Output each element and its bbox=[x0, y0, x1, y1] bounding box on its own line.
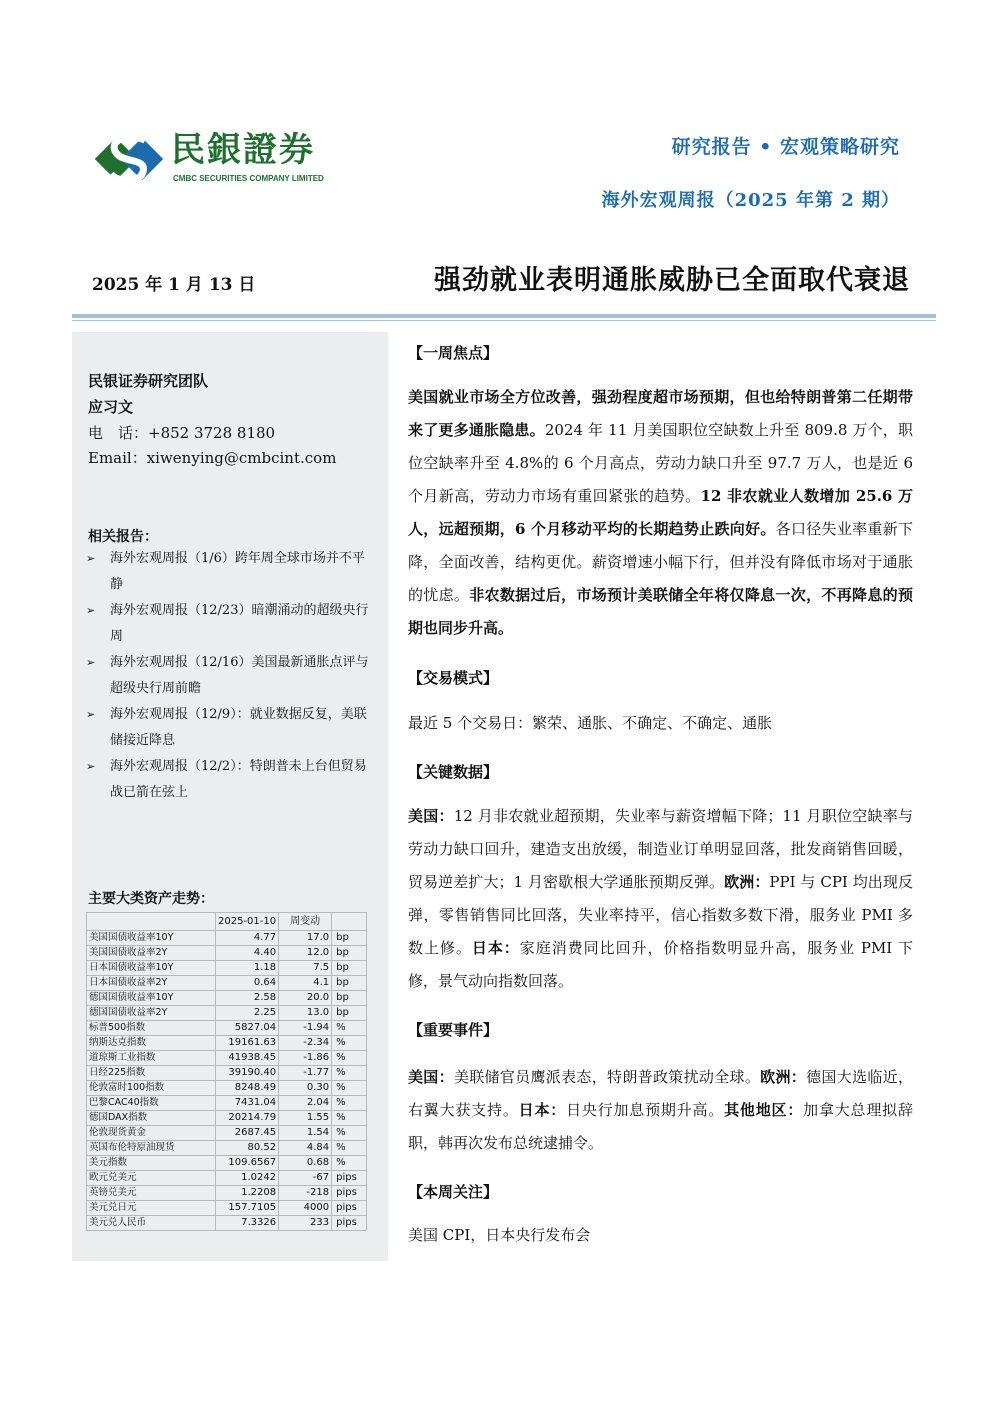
data-eu-label: 欧洲： bbox=[724, 873, 770, 891]
events-eu-label: 欧洲： bbox=[760, 1068, 807, 1086]
asset-value-cell: 1.18 bbox=[216, 961, 279, 976]
asset-change-cell: 2.04 bbox=[279, 1096, 332, 1111]
arrow-bullet-icon: ➢ bbox=[86, 760, 96, 773]
focus-text-2: 各口径失业率重新下降，全面改善，结构更优。薪资增速小幅下行，但并没有降低市场对于通胀的忧虑。 bbox=[408, 520, 913, 604]
asset-change-cell: -218 bbox=[279, 1186, 332, 1201]
table-row bbox=[87, 1051, 367, 1066]
asset-unit-cell: % bbox=[332, 1051, 367, 1066]
table-row bbox=[87, 1081, 367, 1096]
asset-name-cell: 日经225指数 bbox=[87, 1066, 216, 1081]
asset-change-cell: 12.0 bbox=[279, 946, 332, 961]
column-header: 周变动 bbox=[279, 913, 332, 931]
report-series: 海外宏观周报（2025 年第 2 期） bbox=[601, 190, 900, 211]
asset-name-cell: 日本国债收益率2Y bbox=[87, 976, 216, 991]
focus-paragraph bbox=[408, 381, 913, 645]
asset-change-cell: -1.94 bbox=[279, 1021, 332, 1036]
table-header-row bbox=[87, 913, 367, 931]
asset-unit-cell: % bbox=[332, 1021, 367, 1036]
company-logo bbox=[95, 128, 345, 188]
asset-name-cell: 德国国债收益率2Y bbox=[87, 1006, 216, 1021]
asset-change-cell: -67 bbox=[279, 1171, 332, 1186]
asset-value-cell: 41938.45 bbox=[216, 1051, 279, 1066]
asset-unit-cell: % bbox=[332, 1156, 367, 1171]
asset-unit-cell: bp bbox=[332, 976, 367, 991]
column-header bbox=[87, 913, 216, 931]
asset-change-cell: 4.1 bbox=[279, 976, 332, 991]
asset-change-cell: 7.5 bbox=[279, 961, 332, 976]
related-report-item[interactable] bbox=[86, 598, 376, 650]
events-us-text: 美联储官员鹰派表态，特朗普政策扰动全球。 bbox=[453, 1068, 761, 1086]
asset-name-cell: 美国国债收益率2Y bbox=[87, 946, 216, 961]
data-jp-text: 家庭消费同比回升，价格指数明显升高，服务业 PMI 下修，景气动向指数回落。 bbox=[408, 939, 913, 990]
cmbc-logo-icon bbox=[95, 128, 167, 188]
section-title-watch: 【本周关注】 bbox=[408, 1183, 499, 1201]
asset-name-cell: 美元兑日元 bbox=[87, 1201, 216, 1216]
asset-unit-cell: % bbox=[332, 1081, 367, 1096]
data-eu-text: PPI 与 CPI 均出现反弹，零售销售同比回落，失业率持平，信心指数多数下滑，服务业 PMI 多数上修。 bbox=[408, 873, 913, 957]
asset-unit-cell: % bbox=[332, 1126, 367, 1141]
arrow-bullet-icon: ➢ bbox=[86, 708, 96, 721]
asset-value-cell: 2.25 bbox=[216, 1006, 279, 1021]
asset-unit-cell: pips bbox=[332, 1186, 367, 1201]
events-other-label: 其他地区： bbox=[724, 1101, 804, 1119]
asset-unit-cell: % bbox=[332, 1141, 367, 1156]
data-paragraph bbox=[408, 800, 913, 998]
table-row bbox=[87, 1186, 367, 1201]
asset-name-cell: 美元指数 bbox=[87, 1156, 216, 1171]
arrow-bullet-icon: ➢ bbox=[86, 604, 96, 617]
asset-unit-cell: pips bbox=[332, 1216, 367, 1231]
watch-text: 美国 CPI，日本央行发布会 bbox=[408, 1226, 591, 1244]
asset-value-cell: 0.64 bbox=[216, 976, 279, 991]
asset-change-cell: 0.68 bbox=[279, 1156, 332, 1171]
asset-value-cell: 39190.40 bbox=[216, 1066, 279, 1081]
table-row bbox=[87, 1201, 367, 1216]
asset-unit-cell: bp bbox=[332, 946, 367, 961]
events-jp-label: 日本： bbox=[518, 1101, 567, 1119]
asset-change-cell: -1.77 bbox=[279, 1066, 332, 1081]
asset-unit-cell: bp bbox=[332, 931, 367, 946]
table-row bbox=[87, 1171, 367, 1186]
section-title-data: 【关键数据】 bbox=[408, 763, 499, 781]
table-row bbox=[87, 1126, 367, 1141]
related-report-item[interactable] bbox=[86, 702, 376, 754]
related-reports-title: 相关报告： bbox=[88, 529, 158, 545]
asset-value-cell: 1.0242 bbox=[216, 1171, 279, 1186]
asset-name-cell: 伦敦现货黄金 bbox=[87, 1126, 216, 1141]
asset-unit-cell: pips bbox=[332, 1201, 367, 1216]
asset-change-cell: 1.55 bbox=[279, 1111, 332, 1126]
related-report-item[interactable] bbox=[86, 546, 376, 598]
asset-name-cell: 英国布伦特原油现货 bbox=[87, 1141, 216, 1156]
section-title-events: 【重要事件】 bbox=[408, 1021, 499, 1039]
column-header: 2025-01-10 bbox=[216, 913, 279, 931]
asset-change-cell: 0.30 bbox=[279, 1081, 332, 1096]
asset-change-cell: -2.34 bbox=[279, 1036, 332, 1051]
asset-unit-cell: % bbox=[332, 1066, 367, 1081]
company-name-en: CMBC SECURITIES COMPANY LIMITED bbox=[173, 174, 324, 183]
asset-change-cell: 20.0 bbox=[279, 991, 332, 1006]
section-title-mode: 【交易模式】 bbox=[408, 669, 499, 687]
sidebar bbox=[72, 332, 388, 1261]
asset-value-cell: 4.40 bbox=[216, 946, 279, 961]
events-other-text: 加拿大总理拟辞职，韩再次发布总统逮捕令。 bbox=[408, 1101, 913, 1152]
table-row bbox=[87, 976, 367, 991]
asset-name-cell: 标普500指数 bbox=[87, 1021, 216, 1036]
asset-change-cell: 13.0 bbox=[279, 1006, 332, 1021]
events-paragraph bbox=[408, 1061, 913, 1160]
focus-bold-3: 非农数据过后，市场预计美联储全年将仅降息一次，不再降息的预期也同步升高。 bbox=[408, 586, 913, 637]
header-divider bbox=[72, 314, 936, 318]
asset-change-cell: 4000 bbox=[279, 1201, 332, 1216]
asset-value-cell: 7.3326 bbox=[216, 1216, 279, 1231]
research-team: 民银证券研究团队 bbox=[88, 372, 209, 390]
report-date: 2025 年 1 月 13 日 bbox=[92, 275, 256, 295]
header-divider-thin bbox=[72, 320, 936, 321]
asset-unit-cell: bp bbox=[332, 1006, 367, 1021]
table-row bbox=[87, 1216, 367, 1231]
related-report-item[interactable] bbox=[86, 650, 376, 702]
table-row bbox=[87, 1111, 367, 1126]
asset-unit-cell: bp bbox=[332, 961, 367, 976]
mode-text: 最近 5 个交易日：繁荣、通胀、不确定、不确定、通胀 bbox=[408, 714, 773, 732]
asset-name-cell: 道琼斯工业指数 bbox=[87, 1051, 216, 1066]
asset-value-cell: 20214.79 bbox=[216, 1111, 279, 1126]
analyst-email[interactable]: Email：xiwenying@cmbcint.com bbox=[88, 449, 337, 467]
analyst-name: 应习文 bbox=[88, 398, 134, 416]
related-report-text: 海外宏观周报（12/16）美国最新通胀点评与超级央行周前瞻 bbox=[110, 655, 369, 696]
company-name: 民銀證券 bbox=[171, 130, 315, 170]
related-report-text: 海外宏观周报（1/6）跨年周全球市场并不平静 bbox=[110, 551, 365, 592]
events-us-label: 美国： bbox=[408, 1068, 454, 1086]
focus-bold-2: 12 非农就业人数增加 25.6 万人，远超预期，6 个月移动平均的长期趋势止跌向好。 bbox=[408, 487, 913, 538]
table-row bbox=[87, 991, 367, 1006]
asset-name-cell: 欧元兑美元 bbox=[87, 1171, 216, 1186]
table-row bbox=[87, 1156, 367, 1171]
table-row bbox=[87, 961, 367, 976]
asset-change-cell: -1.86 bbox=[279, 1051, 332, 1066]
asset-change-cell: 17.0 bbox=[279, 931, 332, 946]
asset-unit-cell: bp bbox=[332, 991, 367, 1006]
table-row bbox=[87, 1036, 367, 1051]
table-row bbox=[87, 1021, 367, 1036]
table-row bbox=[87, 946, 367, 961]
related-report-text: 海外宏观周报（12/23）暗潮涌动的超级央行周 bbox=[110, 603, 369, 644]
table-row bbox=[87, 1066, 367, 1081]
asset-change-cell: 233 bbox=[279, 1216, 332, 1231]
focus-bold-1: 美国就业市场全方位改善，强劲程度超市场预期，但也给特朗普第二任期带来了更多通胀隐患。 bbox=[408, 388, 913, 439]
data-us-label: 美国： bbox=[408, 807, 454, 825]
asset-name-cell: 美国国债收益率10Y bbox=[87, 931, 216, 946]
events-jp-text: 日央行加息预期升高。 bbox=[566, 1101, 725, 1119]
asset-value-cell: 157.7105 bbox=[216, 1201, 279, 1216]
focus-text-1: 2024 年 11 月美国职位空缺数上升至 809.8 万个，职位空缺率升至 4.8%的 6 个月高点，劳动力缺口升至 97.7 万人，也是近 6 个月新高，劳动力市场有重回紧张的趋势。 bbox=[408, 421, 913, 505]
arrow-bullet-icon: ➢ bbox=[86, 656, 96, 669]
asset-unit-cell: pips bbox=[332, 1171, 367, 1186]
asset-value-cell: 80.52 bbox=[216, 1141, 279, 1156]
related-report-text: 海外宏观周报（12/2）：特朗普未上台但贸易战已箭在弦上 bbox=[110, 759, 367, 800]
assets-title: 主要大类资产走势： bbox=[88, 891, 214, 907]
report-type: 研究报告 • 宏观策略研究 bbox=[671, 136, 900, 158]
related-report-text: 海外宏观周报（12/9）：就业数据反复，美联储接近降息 bbox=[110, 707, 367, 748]
related-report-item[interactable] bbox=[86, 754, 376, 806]
page-title: 强劲就业表明通胀威胁已全面取代衰退 bbox=[434, 265, 910, 296]
data-us-text: 12 月非农就业超预期，失业率与薪资增幅下降；11 月职位空缺率与劳动力缺口回升，建造支出放缓，制造业订单明显回落，批发商销售回暖，贸易逆差扩大；1 月密歇根大学通胀预期反弹。 bbox=[408, 807, 913, 891]
related-reports-list bbox=[86, 546, 376, 806]
asset-value-cell: 8248.49 bbox=[216, 1081, 279, 1096]
asset-value-cell: 4.77 bbox=[216, 931, 279, 946]
asset-name-cell: 日本国债收益率10Y bbox=[87, 961, 216, 976]
asset-unit-cell: % bbox=[332, 1096, 367, 1111]
asset-table bbox=[86, 912, 367, 1231]
asset-unit-cell: % bbox=[332, 1036, 367, 1051]
column-header bbox=[332, 913, 367, 931]
asset-name-cell: 美元兑人民币 bbox=[87, 1216, 216, 1231]
section-title-focus: 【一周焦点】 bbox=[408, 344, 499, 362]
asset-name-cell: 德国DAX指数 bbox=[87, 1111, 216, 1126]
asset-value-cell: 1.2208 bbox=[216, 1186, 279, 1201]
analyst-phone: 电 话：+852 3728 8180 bbox=[88, 424, 276, 442]
asset-table-body bbox=[87, 931, 367, 1231]
asset-name-cell: 纳斯达克指数 bbox=[87, 1036, 216, 1051]
asset-value-cell: 7431.04 bbox=[216, 1096, 279, 1111]
events-eu-text: 德国大选临近，右翼大获支持。 bbox=[408, 1068, 913, 1119]
asset-value-cell: 19161.63 bbox=[216, 1036, 279, 1051]
asset-change-cell: 1.54 bbox=[279, 1126, 332, 1141]
asset-name-cell: 英镑兑美元 bbox=[87, 1186, 216, 1201]
table-row bbox=[87, 1141, 367, 1156]
data-jp-label: 日本： bbox=[471, 939, 520, 957]
asset-value-cell: 2687.45 bbox=[216, 1126, 279, 1141]
asset-value-cell: 109.6567 bbox=[216, 1156, 279, 1171]
asset-unit-cell: % bbox=[332, 1111, 367, 1126]
asset-name-cell: 伦敦富时100指数 bbox=[87, 1081, 216, 1096]
table-row bbox=[87, 931, 367, 946]
asset-value-cell: 2.58 bbox=[216, 991, 279, 1006]
asset-name-cell: 巴黎CAC40指数 bbox=[87, 1096, 216, 1111]
asset-value-cell: 5827.04 bbox=[216, 1021, 279, 1036]
table-row bbox=[87, 1096, 367, 1111]
asset-name-cell: 德国国债收益率10Y bbox=[87, 991, 216, 1006]
asset-change-cell: 4.84 bbox=[279, 1141, 332, 1156]
table-row bbox=[87, 1006, 367, 1021]
arrow-bullet-icon: ➢ bbox=[86, 552, 96, 565]
